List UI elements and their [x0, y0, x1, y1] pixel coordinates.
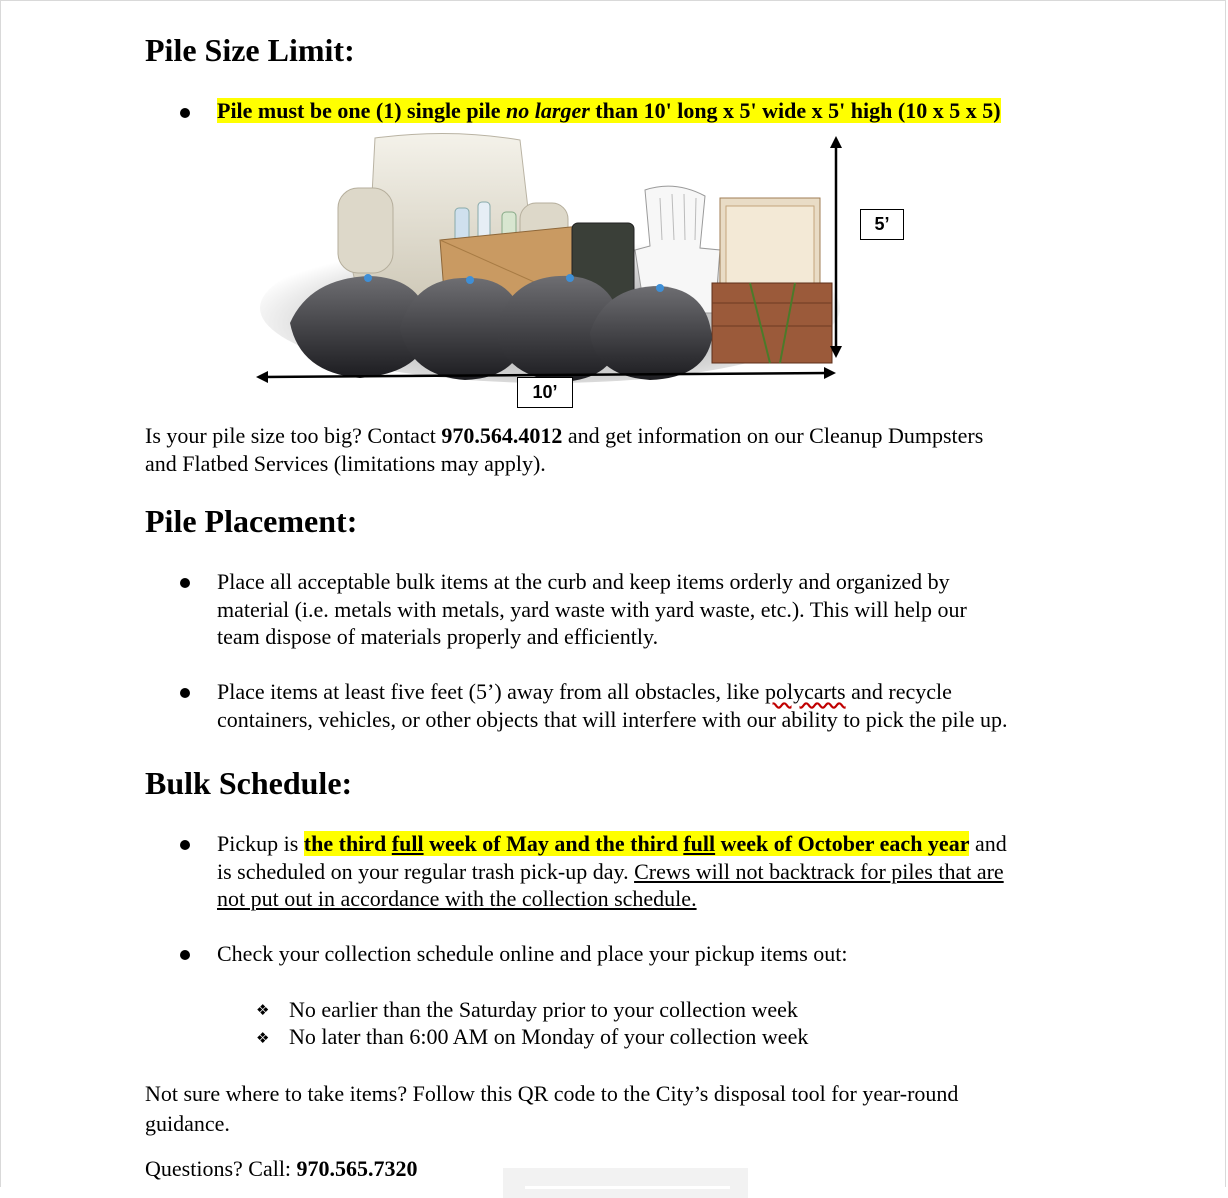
questions-line: Questions? Call: 970.565.7320	[145, 1156, 418, 1181]
heading-pile-size-limit: Pile Size Limit:	[145, 32, 355, 68]
diamond-bullet-icon: ❖	[256, 1029, 270, 1047]
schedule-check-online: Check your collection schedule online and place your pickup items out:	[217, 941, 848, 966]
placement-rule-clearance: Place items at least five feet (5’) away from all obstacles, like polycarts and recycle containers, vehicles, or other objects that will interfere with our ability to pick the pile up.	[217, 679, 1008, 732]
diamond-bullet-icon: ❖	[256, 1001, 270, 1019]
bullet-dot	[180, 840, 190, 850]
bullet-dot	[180, 108, 190, 118]
width-label: 10’	[517, 377, 573, 408]
pile-illustration	[250, 128, 910, 413]
bullet-dot	[180, 578, 190, 588]
earliest-placement-rule: No earlier than the Saturday prior to your collection week	[289, 997, 798, 1022]
heading-pile-placement: Pile Placement:	[145, 503, 358, 539]
schedule-pickup-text: Pickup is the third full week of May and the third full week of October each year and is scheduled on your regular trash pick-up day. Crews will not backtrack for piles that are not put out in accordance with the collection schedule.	[217, 831, 1007, 911]
heading-bulk-schedule: Bulk Schedule:	[145, 765, 353, 801]
pile-size-rule: Pile must be one (1) single pile no larger than 10' long x 5' wide x 5' high (10 x 5 x 5)	[217, 98, 1001, 123]
height-label: 5’	[860, 209, 904, 240]
qr-code-placeholder	[503, 1168, 748, 1198]
qr-guidance-text: Not sure where to take items? Follow this QR code to the City’s disposal tool for year-round guidance.	[145, 1081, 959, 1136]
tied-bundle	[712, 283, 832, 363]
bullet-dot	[180, 688, 190, 698]
bullet-dot	[180, 950, 190, 960]
latest-placement-rule: No later than 6:00 AM on Monday of your collection week	[289, 1024, 809, 1049]
placement-rule-organize: Place all acceptable bulk items at the curb and keep items orderly and organized by material (i.e. metals with metals, yard waste with yard waste, etc.). This will help our team dispose of materials properly and efficiently.	[217, 569, 967, 649]
oversize-contact-text: Is your pile size too big? Contact 970.564.4012 and get information on our Cleanup Dumpsters and Flatbed Services (limitations may apply).	[145, 423, 984, 476]
